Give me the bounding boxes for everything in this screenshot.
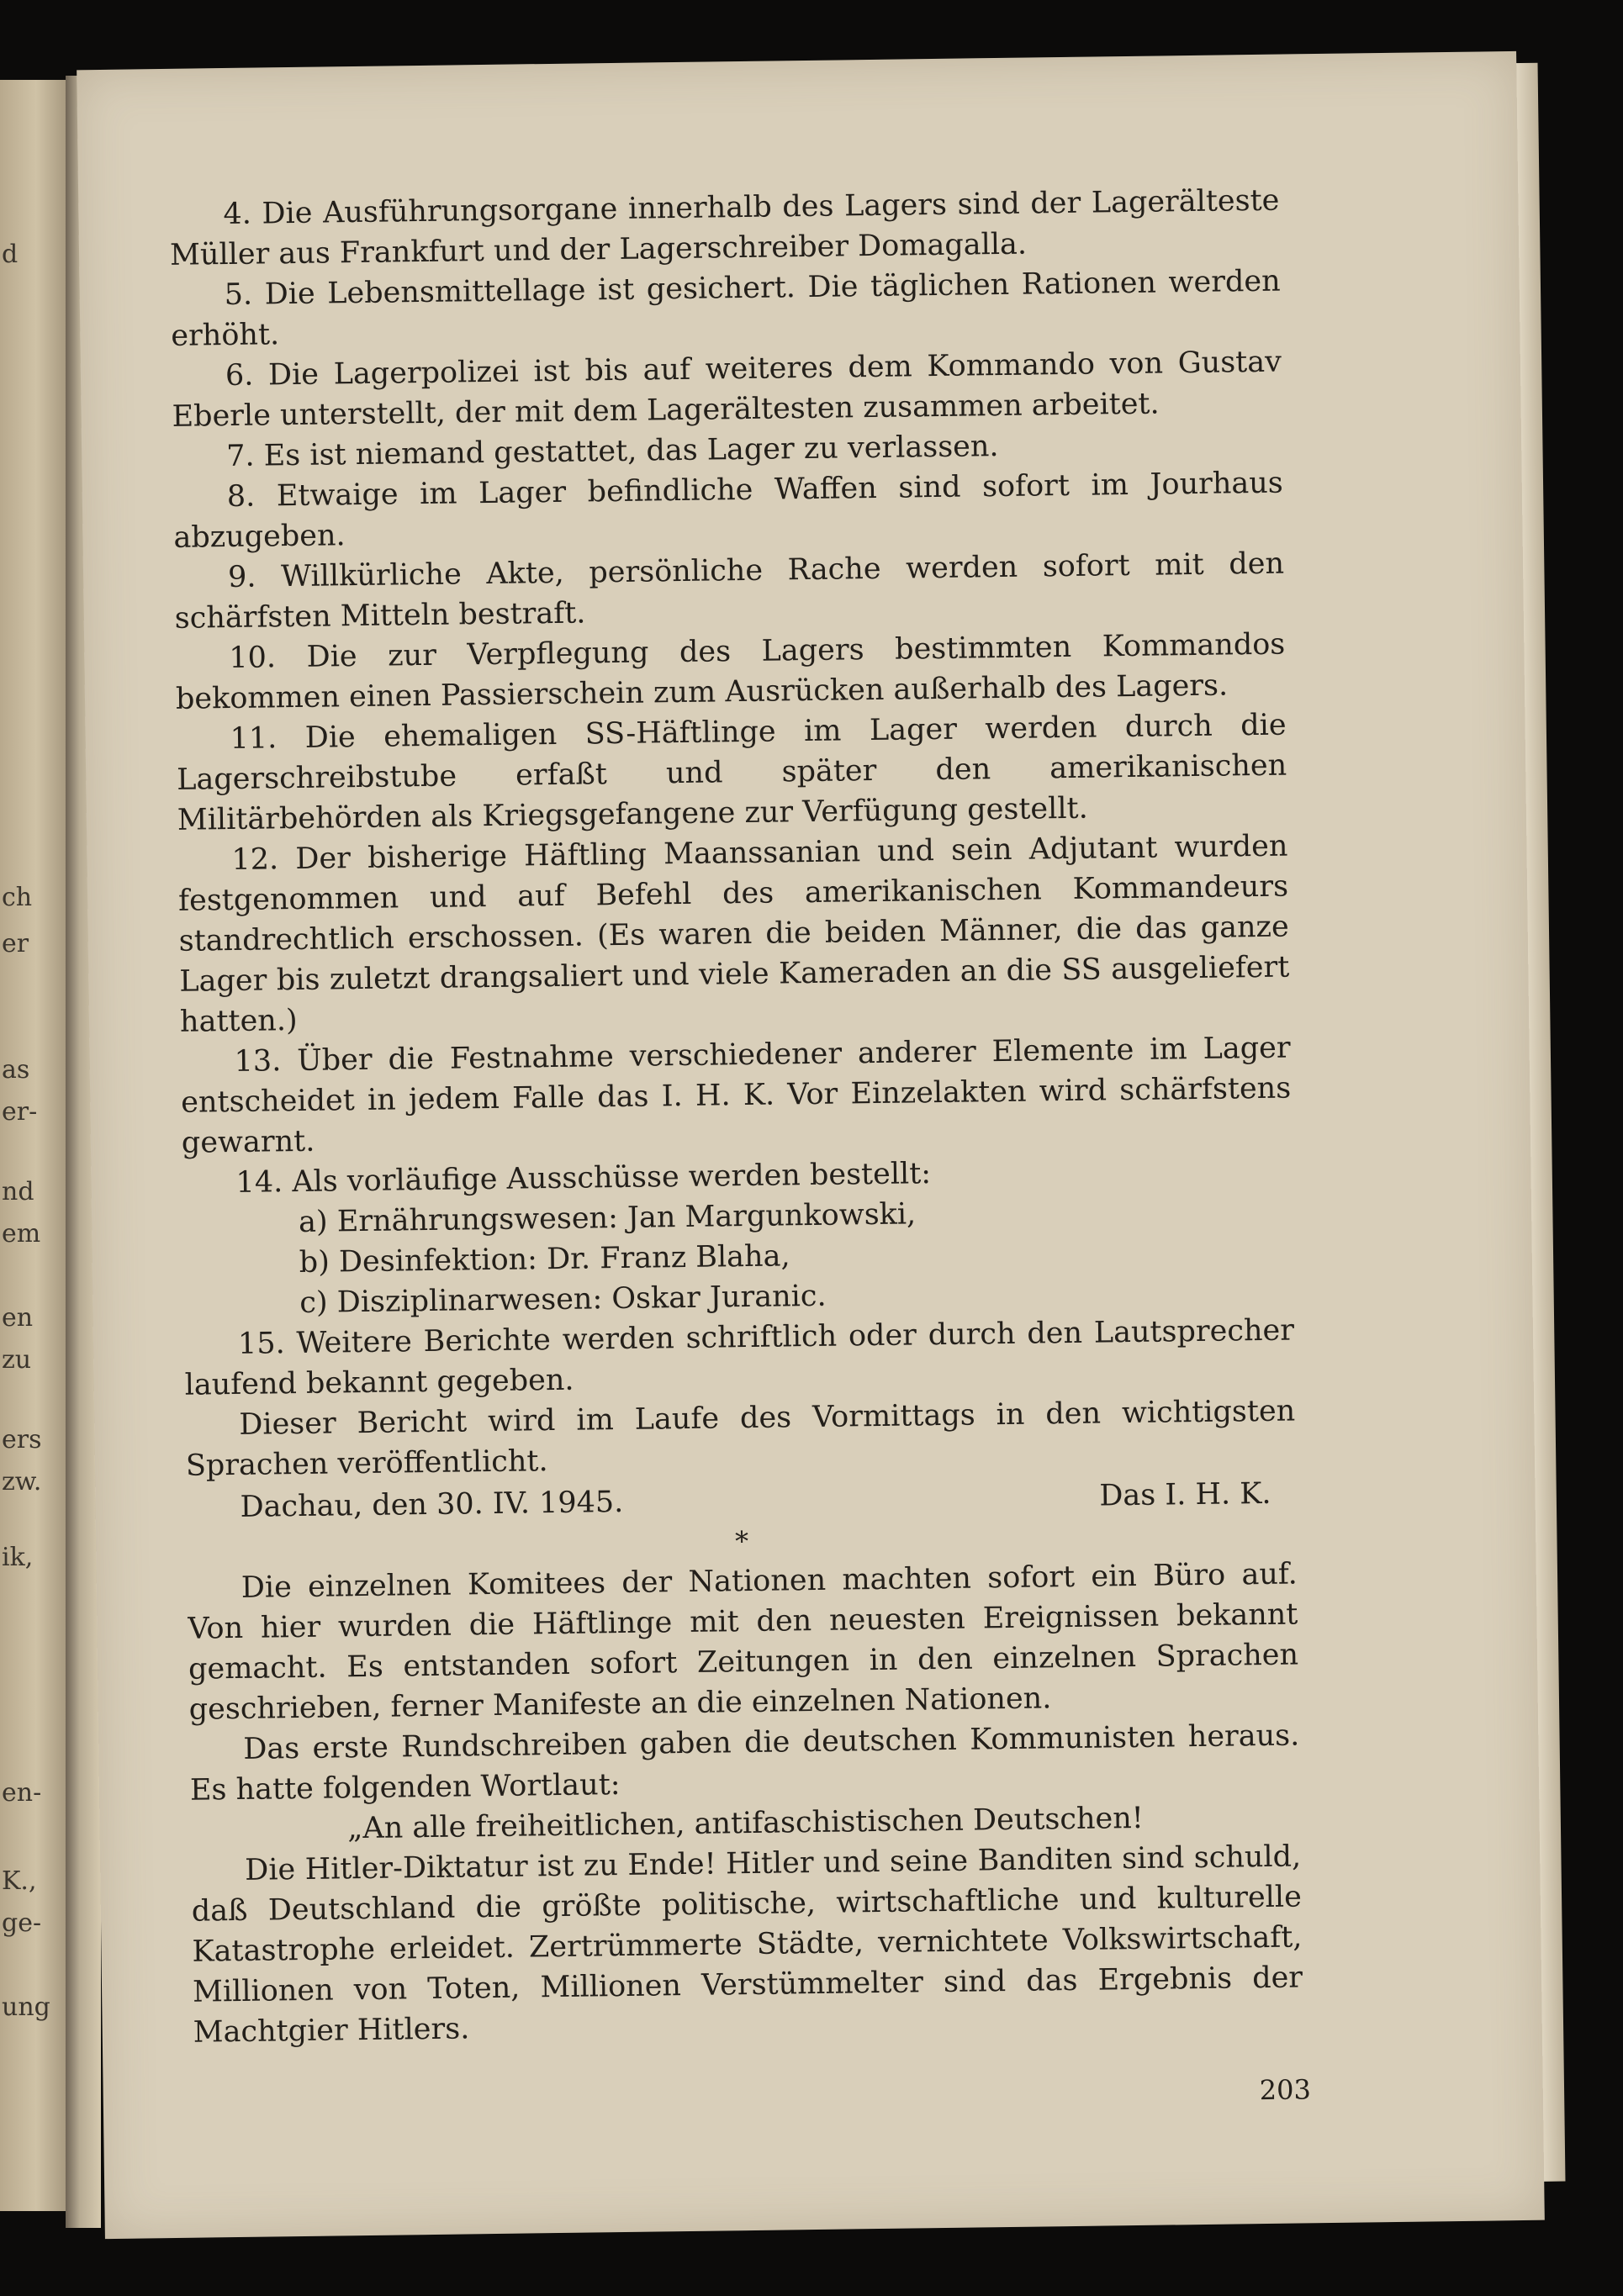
list-item: 9. Willkürliche Akte, persönliche Rache werden sofort mit den schärfsten Mitteln bestraft. [174, 546, 1285, 636]
list-item: 5. Die Lebensmittellage ist gesichert. Die täglichen Rationen werden erhöht. [171, 264, 1281, 353]
section-separator: * [734, 1525, 749, 1558]
page-number: 203 [1259, 2073, 1312, 2107]
date-place: Dachau, den 30. IV. 1945. [240, 1485, 624, 1524]
edge-fragment: ers [2, 1425, 42, 1454]
edge-fragment: K., [2, 1866, 37, 1896]
list-item: 12. Der bisherige Häftling Maanssanian und sein Adjutant wurden festgenommen und auf Befehl des amerikanischen Kommandeurs standrechtlich erschossen. (Es waren die beiden Männer, die das ganze Lager bis zuletzt drangsaliert und viele Kameraden an die SS ausgeliefert hatten.) [177, 829, 1290, 1039]
quote-body: Die Hitler-Diktatur ist zu Ende! Hitler und seine Banditen sind schuld, daß Deutschland die größte politische, wirtschaftliche und kulturelle Katastrophe erleidet. Zertrümmerte Städte, vernichtete Volkswirtschaft, Millionen von Toten, Millionen Verstümmelter sind das Ergebnis der Machtgier Hitlers. [191, 1839, 1303, 2050]
list-item: 6. Die Lagerpolizei ist bis auf weiteres dem Kommando von Gustav Eberle unterstellt, der mit dem Lagerältesten zusammen arbeitet. [172, 345, 1282, 434]
edge-fragment: en [2, 1303, 34, 1333]
list-item: 10. Die zur Verpflegung des Lagers bestimmten Kommandos bekommen einen Passierschein zum Ausrücken außerhalb des Lagers. [175, 627, 1286, 716]
edge-fragment: ch [2, 883, 33, 912]
list-item: 11. Die ehemaligen SS-Häftlinge im Lager werden durch die Lagerschreibstube erfaßt und später den amerikanischen Militärbehörden als Kriegsgefangene zur Verfügung gestellt. [176, 708, 1287, 837]
list-item: 15. Weitere Berichte werden schriftlich oder durch den Lautsprecher laufend bekannt gegeben. [184, 1313, 1295, 1402]
signature: Das I. H. K. [1099, 1476, 1271, 1513]
edge-fragment: em [2, 1219, 41, 1248]
list-item: 7. Es ist niemand gestattet, das Lager zu verlassen. [225, 430, 999, 474]
list-item: 4. Die Ausführungsorgane innerhalb des Lagers sind der Lagerälteste Müller aus Frankfurt und der Lagerschreiber Domagalla. [169, 183, 1280, 272]
previous-page-edge [0, 80, 66, 2211]
edge-fragment: er- [2, 1097, 38, 1127]
list-item: 13. Über die Festnahme verschiedener anderer Elemente im Lager entscheidet in jedem Falle das I. H. K. Vor Einzelakten wird schärfstens gewarnt. [181, 1031, 1292, 1160]
edge-fragment: ge- [2, 1908, 42, 1938]
paragraph-circular: Das erste Rundschreiben gaben die deutschen Kommunisten heraus. Es hatte folgenden Wortlaut: [189, 1718, 1300, 1808]
sub-list-item: c) Disziplinarwesen: Oskar Juranic. [299, 1279, 827, 1320]
edge-fragment: as [2, 1055, 30, 1085]
edge-fragment: en- [2, 1778, 42, 1808]
page-body [169, 181, 1303, 2053]
sub-list-item: a) Ernährungswesen: Jan Margunkowski, [298, 1197, 917, 1239]
edge-fragment: d [2, 240, 19, 269]
quote-heading: „An alle freiheitlichen, antifaschistischen Deutschen! [347, 1801, 1145, 1846]
edge-fragment: zw. [2, 1467, 42, 1496]
paragraph-committees: Die einzelnen Komitees der Nationen machten sofort ein Büro auf. Von hier wurden die Häftlinge mit den neuesten Ereignissen bekannt gemacht. Es entstanden sofort Zeitungen in den einzelnen Sprachen geschrieben, ferner Manifeste an die einzelnen Nationen. [188, 1557, 1299, 1727]
edge-fragment: zu [2, 1345, 32, 1375]
edge-fragment: ik, [2, 1543, 34, 1572]
publication-note: Dieser Bericht wird im Laufe des Vormittags in den wichtigsten Sprachen veröffentlicht. [185, 1394, 1296, 1483]
edge-fragment: ung [2, 1993, 50, 2022]
list-item: 8. Etwaige im Lager befindliche Waffen sind sofort im Jourhaus abzugeben. [173, 466, 1284, 555]
edge-fragment: nd [2, 1177, 34, 1206]
book-page [77, 51, 1545, 2239]
list-item: 14. Als vorläufige Ausschüsse werden bestellt: [235, 1157, 932, 1200]
edge-fragment: er [2, 929, 29, 958]
sub-list-item: b) Desinfektion: Dr. Franz Blaha, [299, 1239, 790, 1280]
